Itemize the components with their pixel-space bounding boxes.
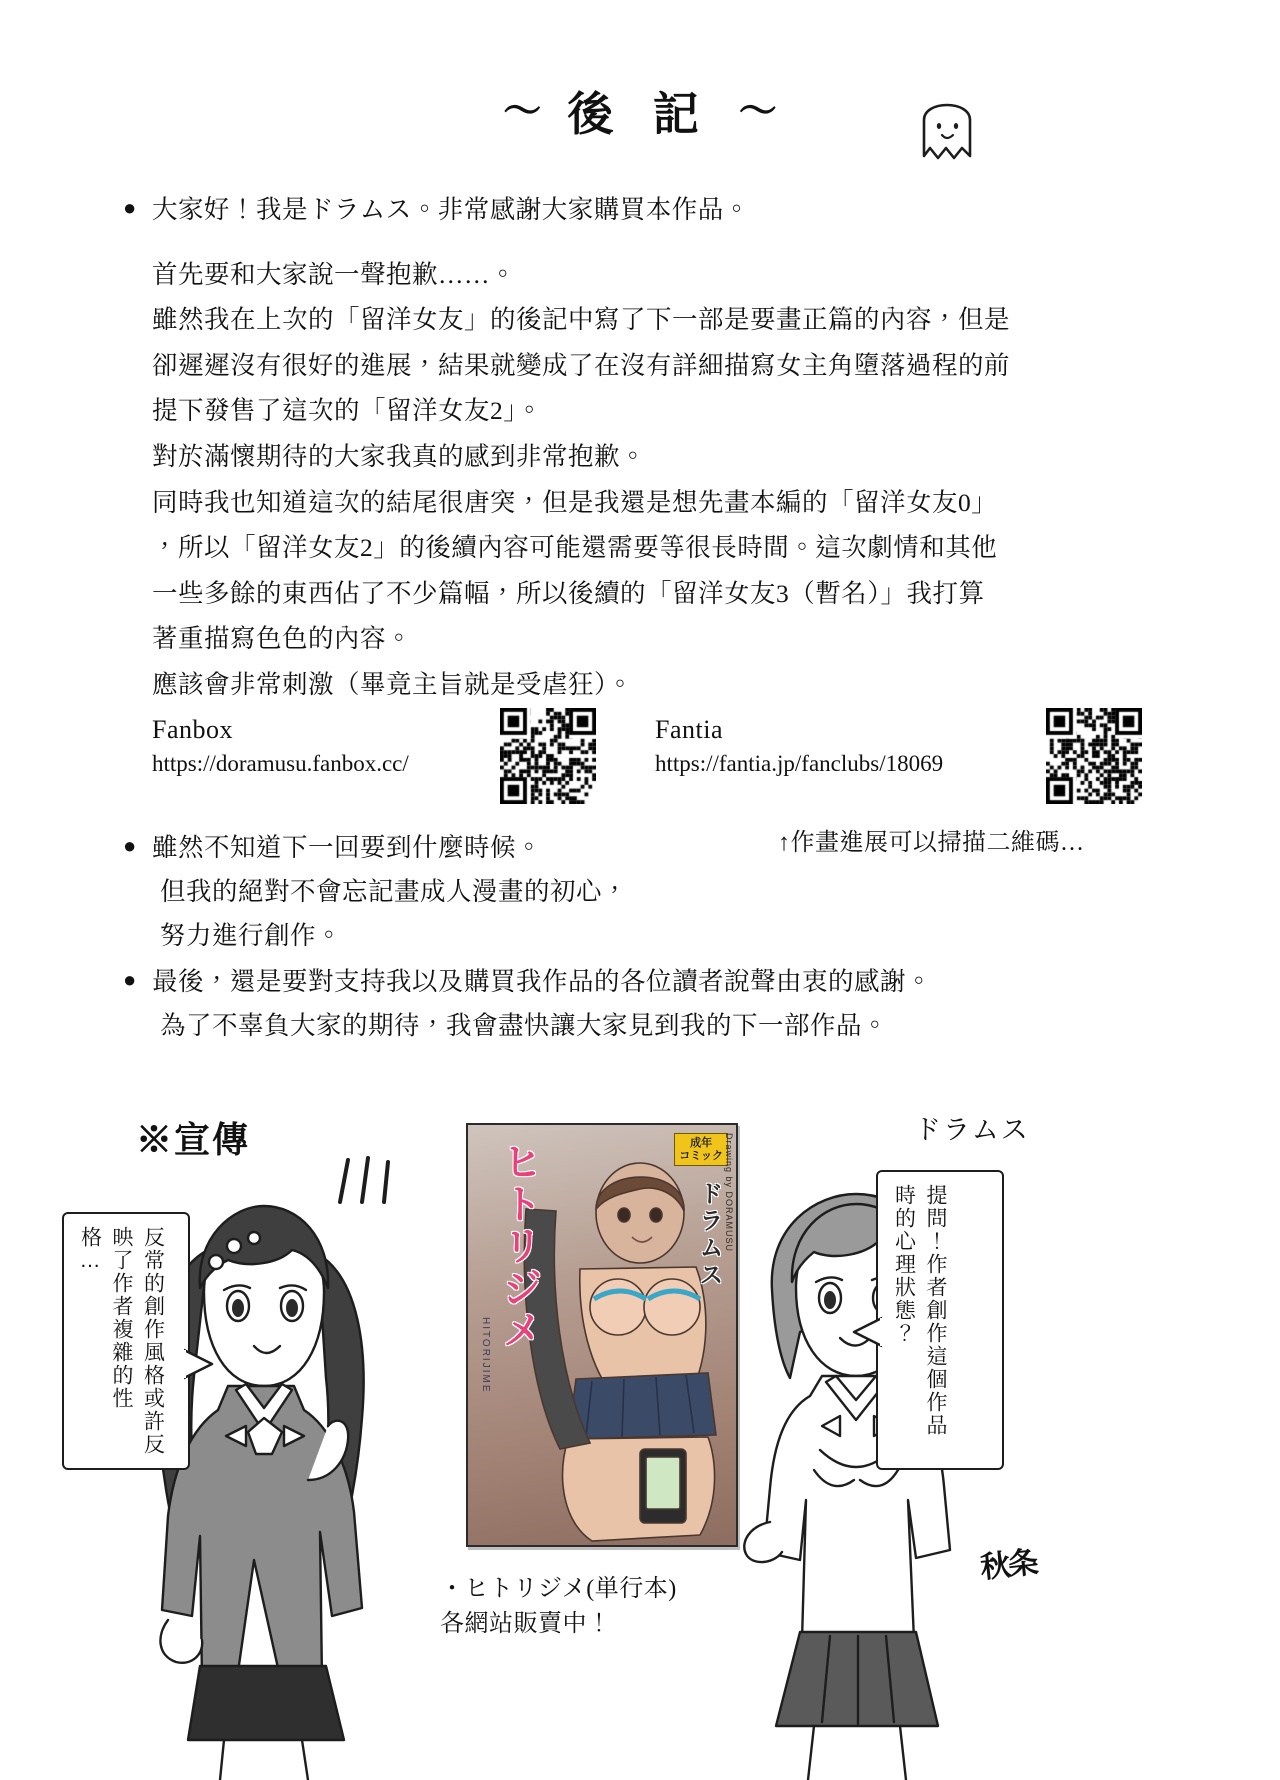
ghost-doodle-icon <box>912 86 982 166</box>
book-caption-line-1: ・ヒトリジメ(単行本) <box>440 1576 677 1602</box>
book-caption <box>440 1572 677 1642</box>
fantia-url[interactable]: https://fantia.jp/fanclubs/18069 <box>655 751 944 776</box>
paragraph-1-line-5: 對於滿懷期待的大家我真的感到非常抱歉。 <box>152 441 647 471</box>
fanbox-url[interactable]: https://doramusu.fanbox.cc/ <box>152 751 409 776</box>
paragraph-1-line-4: 提下發售了這次的「留洋女友2」。 <box>152 396 543 426</box>
paragraph-1 <box>152 252 1162 479</box>
book-age-badge <box>674 1133 728 1166</box>
paragraph-1-line-3: 卻遲遲沒有很好的進展，結果就變成了在沒有詳細描寫女主角墮落過程的前 <box>152 350 1011 380</box>
speech-bubble-left <box>62 1212 190 1470</box>
promo-label: ※宣傳 <box>136 1120 251 1160</box>
qr-note: ↑作畫進展可以掃描二維碼… <box>778 830 1085 856</box>
book-spine-latin: HITORIJIME <box>480 1317 491 1394</box>
bullet-2-line-2: 但我的絕對不會忘記畫成人漫畫的初心， <box>160 876 629 906</box>
bullet-3-marker: ● <box>123 967 137 992</box>
bullet-2-line-3: 努力進行創作。 <box>160 920 343 950</box>
paragraph-2-line-4: 著重描寫色色的內容。 <box>152 624 413 654</box>
paragraph-2-line-1: 同時我也知道這次的結尾很唐突，但是我還是想先畫本編的「留洋女友0」 <box>152 488 998 517</box>
paragraph-2-line-2: ，所以「留洋女友2」的後續內容可能還需要等很長時間。這次劇情和其他 <box>152 533 998 563</box>
paragraph-2-line-3: 一些多餘的東西佔了不少篇幅，所以後續的「留洋女友3（暫名）」我打算 <box>152 578 985 608</box>
book-side-latin: Drawing by DORAMUSU <box>724 1133 734 1253</box>
intro-text: 大家好！我是ドラムス。非常感謝大家購買本作品。 <box>152 195 750 224</box>
title-tilde-right: 〜 <box>738 91 777 133</box>
speech-bubble-left-text: 反常的創作風格或許反映了作者複雜的性格… <box>78 1226 165 1456</box>
book-caption-line-2: 各網站販賣中！ <box>440 1610 612 1637</box>
intro-bullet <box>123 188 1052 232</box>
fantia-link-block[interactable] <box>655 715 943 777</box>
title-tilde-left: 〜 <box>503 91 542 133</box>
artist-name: ドラムス <box>914 1115 1030 1145</box>
fantia-label: Fantia <box>655 715 723 744</box>
artist-signature: 秋条 <box>978 1545 1039 1586</box>
fanbox-label: Fanbox <box>152 715 233 744</box>
paragraph-2 <box>152 480 1162 707</box>
paragraph-2-line-5: 應該會非常刺激（畢竟主旨就是受虐狂）。 <box>152 669 634 699</box>
bullet-2-line-1: 雖然不知道下一回要到什麼時候。 <box>152 833 543 862</box>
book-badge-line-1: 成年 <box>690 1137 713 1149</box>
paragraph-1-line-2: 雖然我在上次的「留洋女友」的後記中寫了下一部是要畫正篇的內容，但是 <box>152 305 1011 335</box>
book-title-vertical: ヒトリジメ <box>497 1141 542 1351</box>
page-title <box>0 78 1280 144</box>
fantia-qr-code <box>1046 708 1142 804</box>
book-badge-line-2: コミック <box>679 1149 723 1162</box>
book-author-vertical: ドラムス <box>695 1181 721 1289</box>
speech-bubble-left-tail <box>184 1344 214 1384</box>
bullet-2-marker: ● <box>123 833 137 858</box>
fanbox-qr-code <box>500 708 596 804</box>
bullet-2 <box>123 826 1052 958</box>
bullet-3-line-2: 為了不辜負大家的期待，我會盡快讓大家見到我的下一部作品。 <box>160 1010 889 1040</box>
fanbox-link-block[interactable] <box>152 715 409 777</box>
speech-bubble-right-tail <box>852 1312 882 1352</box>
bullet-3 <box>123 960 1152 1048</box>
speech-bubble-right <box>876 1170 1004 1470</box>
paragraph-1-line-1: 首先要和大家說一聲抱歉……。 <box>152 260 517 289</box>
title-text: 後 記 <box>567 89 713 140</box>
bullet-marker: ● <box>123 195 137 220</box>
emphasis-lines-icon <box>330 1148 400 1218</box>
bullet-3-line-1: 最後，還是要對支持我以及購買我作品的各位讀者說聲由衷的感謝。 <box>152 967 933 996</box>
book-cover[interactable] <box>466 1123 738 1547</box>
speech-bubble-right-text: 提問！作者創作這個作品時的心理狀態？ <box>892 1184 947 1437</box>
